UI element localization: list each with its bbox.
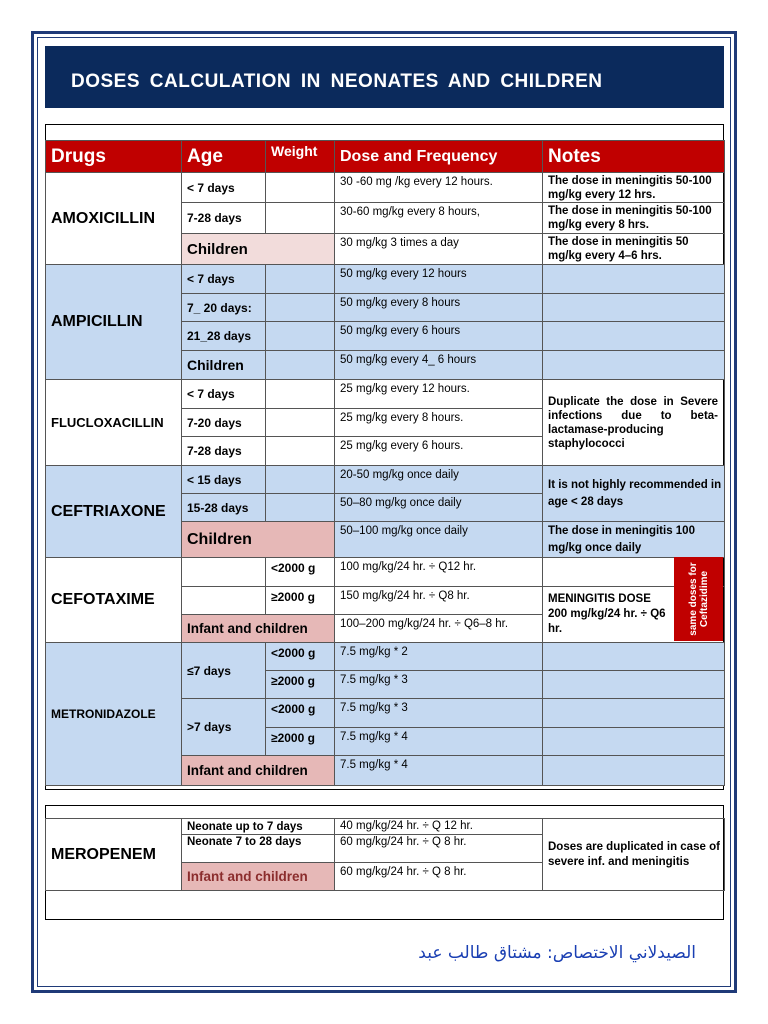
- weight-cell: [266, 409, 335, 437]
- weight-cell: [266, 322, 335, 351]
- dose-cell: 25 mg/kg every 6 hours.: [335, 437, 543, 466]
- dose-cell: 150 mg/kg/24 hr. ÷ Q8 hr.: [335, 587, 543, 615]
- dose-cell: 7.5 mg/kg * 3: [335, 699, 543, 728]
- weight-cell: [266, 173, 335, 203]
- dose-cell: 100 mg/kg/24 hr. ÷ Q12 hr.: [335, 558, 543, 587]
- note-cell: The dose in meningitis 50-100 mg/kg every 8 hrs.: [543, 203, 725, 234]
- dose-cell: 7.5 mg/kg * 2: [335, 643, 543, 671]
- age-cell: [182, 587, 266, 615]
- note-cell: [543, 756, 725, 786]
- note-cell: [543, 265, 725, 294]
- drug-name-ceftriaxone: CEFTRIAXONE: [46, 466, 182, 558]
- weight-cell: <2000 g: [266, 558, 335, 587]
- age-cell: Neonate up to 7 days: [182, 819, 335, 835]
- dose-cell: 30 -60 mg /kg every 12 hours.: [335, 173, 543, 203]
- dose-cell: 100–200 mg/kg/24 hr. ÷ Q6–8 hr.: [335, 615, 543, 643]
- table-row: [46, 265, 725, 294]
- note-cell: [543, 643, 725, 671]
- dose-cell: 50–100 mg/kg once daily: [335, 522, 543, 558]
- ceftazidime-side-label: [674, 557, 723, 641]
- dose-cell: 50 mg/kg every 6 hours: [335, 322, 543, 351]
- age-cell: 7_ 20 days:: [182, 294, 266, 322]
- note-cell: The dose in meningitis 50 mg/kg every 4–6 hrs.: [543, 234, 725, 265]
- dose-cell: 30 mg/kg 3 times a day: [335, 234, 543, 265]
- header-age: Age: [182, 141, 266, 173]
- drug-name-flucloxacillin: FLUCLOXACILLIN: [46, 380, 182, 466]
- title-banner: [45, 46, 724, 108]
- dose-cell: 7.5 mg/kg * 3: [335, 671, 543, 699]
- header-dose: Dose and Frequency: [335, 141, 543, 173]
- note-cell: [543, 294, 725, 322]
- table-row: [46, 643, 725, 671]
- weight-cell: [266, 466, 335, 494]
- header-drugs: Drugs: [46, 141, 182, 173]
- age-cell: Children: [182, 522, 335, 558]
- drug-name-meropenem: MEROPENEM: [46, 819, 182, 891]
- note-cell: The dose in meningitis 100 mg/kg once daily: [543, 522, 725, 558]
- weight-cell: [266, 380, 335, 409]
- weight-cell: [266, 437, 335, 466]
- table-row: [46, 466, 725, 494]
- weight-cell: [266, 265, 335, 294]
- dose-cell: 50 mg/kg every 4_ 6 hours: [335, 351, 543, 380]
- dose-cell: 25 mg/kg every 12 hours.: [335, 380, 543, 409]
- dose-cell: 60 mg/kg/24 hr. ÷ Q 8 hr.: [335, 835, 543, 863]
- dose-cell: 25 mg/kg every 8 hours.: [335, 409, 543, 437]
- note-cell: Doses are duplicated in case of severe inf. and meningitis: [543, 819, 725, 891]
- dose-cell: 30-60 mg/kg every 8 hours,: [335, 203, 543, 234]
- weight-cell: <2000 g: [266, 699, 335, 728]
- dose-cell: 7.5 mg/kg * 4: [335, 728, 543, 756]
- meropenem-table: [45, 818, 725, 891]
- age-cell: 7-28 days: [182, 203, 266, 234]
- age-cell: Infant and children: [182, 863, 335, 891]
- age-cell: 7-28 days: [182, 437, 266, 466]
- note-cell: Duplicate the dose in Severe infections due to beta-lactamase-producing staphylococci: [543, 380, 725, 466]
- header-weight: Weight: [266, 141, 335, 173]
- note-cell: [543, 728, 725, 756]
- dose-cell: 60 mg/kg/24 hr. ÷ Q 8 hr.: [335, 863, 543, 891]
- note-cell: The dose in meningitis 50-100 mg/kg every 12 hrs.: [543, 173, 725, 203]
- age-cell: ≤7 days: [182, 643, 266, 699]
- age-cell: Infant and children: [182, 756, 335, 786]
- dose-table: [45, 140, 725, 786]
- weight-cell: ≥2000 g: [266, 587, 335, 615]
- age-cell: 15-28 days: [182, 494, 266, 522]
- ceftazidime-side-text: same doses for Ceftazidime: [687, 562, 710, 636]
- note-cell: [543, 351, 725, 380]
- age-cell: < 15 days: [182, 466, 266, 494]
- weight-cell: [266, 294, 335, 322]
- age-cell: Infant and children: [182, 615, 335, 643]
- note-cell: [543, 699, 725, 728]
- age-cell: >7 days: [182, 699, 266, 756]
- table-row: [46, 380, 725, 409]
- drug-name-cefotaxime: CEFOTAXIME: [46, 558, 182, 643]
- dose-cell: 40 mg/kg/24 hr. ÷ Q 12 hr.: [335, 819, 543, 835]
- drug-name-metronidazole: METRONIDAZOLE: [46, 643, 182, 786]
- dose-cell: 50 mg/kg every 12 hours: [335, 265, 543, 294]
- age-cell: Children: [182, 351, 266, 380]
- dose-cell: 50–80 mg/kg once daily: [335, 494, 543, 522]
- age-cell: < 7 days: [182, 380, 266, 409]
- weight-cell: ≥2000 g: [266, 728, 335, 756]
- drug-name-ampicillin: AMPICILLIN: [46, 265, 182, 380]
- table-header-row: [46, 141, 725, 173]
- pharmacist-signature: الصيدلاني الاختصاص: مشتاق طالب عبد: [418, 943, 696, 963]
- age-cell: 7-20 days: [182, 409, 266, 437]
- weight-cell: [266, 494, 335, 522]
- note-cell: It is not highly recommended in age < 28 days: [543, 466, 725, 522]
- age-cell: 21_28 days: [182, 322, 266, 351]
- page-title: DOSES CALCULATION IN NEONATES AND CHILDREN: [71, 71, 603, 92]
- dose-cell: 20-50 mg/kg once daily: [335, 466, 543, 494]
- weight-cell: [266, 351, 335, 380]
- dose-cell: 7.5 mg/kg * 4: [335, 756, 543, 786]
- age-cell: Neonate 7 to 28 days: [182, 835, 335, 863]
- weight-cell: ≥2000 g: [266, 671, 335, 699]
- table-row: [46, 558, 725, 587]
- age-cell: < 7 days: [182, 265, 266, 294]
- dose-cell: 50 mg/kg every 8 hours: [335, 294, 543, 322]
- note-blank: [543, 558, 676, 586]
- note-cell: MENINGITIS DOSE 200 mg/kg/24 hr. ÷ Q6 hr.: [543, 587, 725, 643]
- age-cell: < 7 days: [182, 173, 266, 203]
- note-cell: [543, 322, 725, 351]
- weight-cell: [266, 203, 335, 234]
- note-cell: [543, 671, 725, 699]
- drug-name-amoxicillin: AMOXICILLIN: [46, 173, 182, 265]
- table-row: [46, 819, 725, 835]
- table-row: [46, 173, 725, 203]
- age-cell: [182, 558, 266, 587]
- weight-cell: <2000 g: [266, 643, 335, 671]
- header-notes: Notes: [543, 141, 725, 173]
- age-cell: Children: [182, 234, 335, 265]
